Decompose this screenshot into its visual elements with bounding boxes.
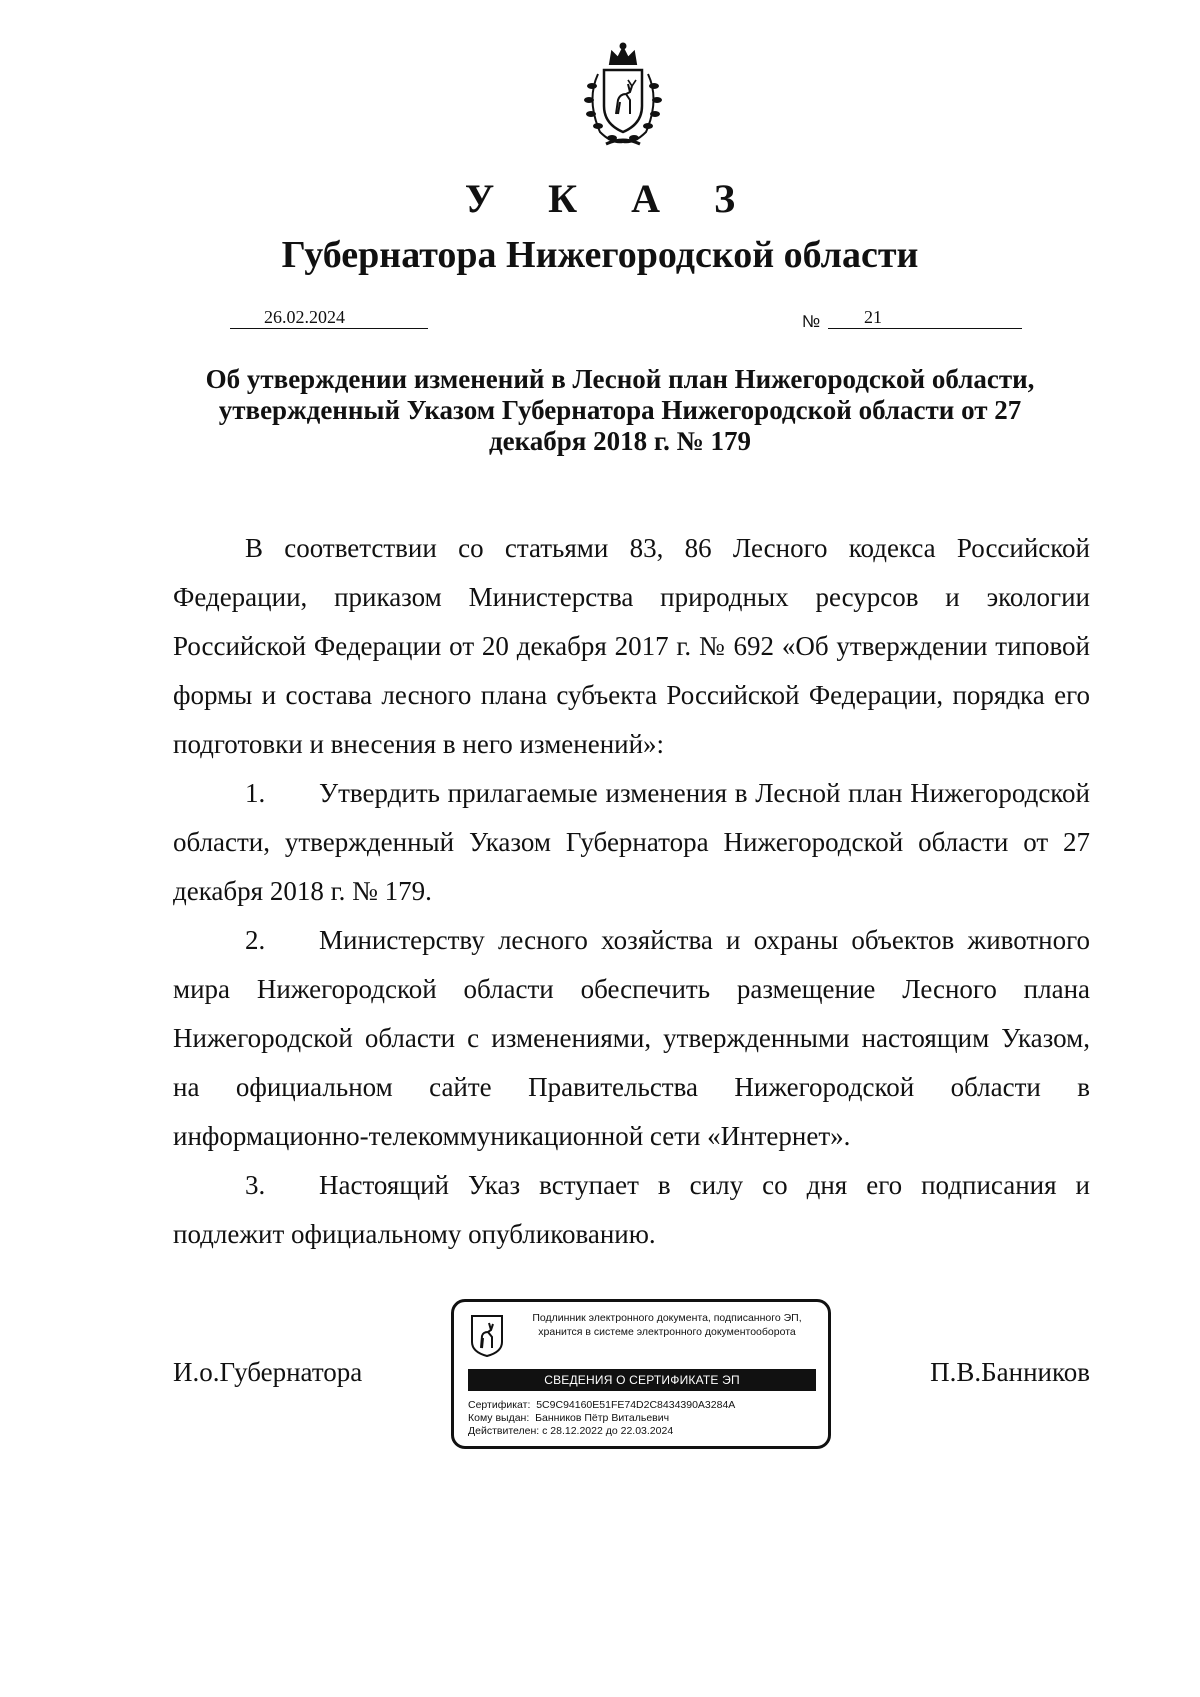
validity-row: Действителен: с 28.12.2022 до 22.03.2024: [468, 1425, 674, 1437]
item-text: Настоящий Указ вступает в силу со дня его подписания и подлежит официальному опубликованию.: [173, 1170, 1090, 1249]
list-item: [173, 916, 1090, 1161]
item-number: 2.: [245, 925, 266, 955]
coat-of-arms-icon: [568, 40, 678, 150]
item-number: 1.: [245, 778, 266, 808]
document-subtitle: Губернатора Нижегородской области: [281, 234, 919, 276]
stamp-notice-line1: Подлинник электронного документа, подписанного ЭП,: [532, 1312, 802, 1324]
signatory-position: И.о.Губернатора: [173, 1357, 363, 1387]
number-label: №: [802, 312, 821, 331]
signatory-name: П.В.Банников: [930, 1357, 1090, 1387]
stamp-notice: [506, 1311, 828, 1339]
document-body: [173, 524, 1090, 1259]
preamble-paragraph: В соответствии со статьями 83, 86 Лесного кодекса Российской Федерации, приказом Министерства природных ресурсов и экологии Российской Федерации от 20 декабря 2017 г. № 692 «Об утверждении типовой формы и состава лесного плана субъекта Российской Федерации, порядка его подготовки и внесения в него изменений»:: [173, 533, 1090, 759]
owner-row: [468, 1412, 818, 1425]
document-number-value: 21: [864, 307, 882, 327]
certificate-info-bar: СВЕДЕНИЯ О СЕРТИФИКАТЕ ЭП: [468, 1369, 816, 1391]
electronic-signature-stamp: [451, 1299, 831, 1449]
stamp-notice-line2: хранится в системе электронного документооборота: [538, 1326, 796, 1338]
document-date: [230, 306, 428, 329]
owner-label: Кому выдан:: [468, 1412, 530, 1424]
certificate-label: Сертификат:: [468, 1399, 531, 1411]
document-date-value: 26.02.2024: [264, 307, 345, 327]
item-text: Утвердить прилагаемые изменения в Лесной план Нижегородской области, утвержденный Указом Губернатора Нижегородской области от 27 декабря 2018 г. № 179.: [173, 778, 1090, 906]
item-number: 3.: [245, 1170, 266, 1200]
document-heading: Об утверждении изменений в Лесной план Нижегородской области, утвержденный Указом Губернатора Нижегородской области от 27 декабря 2018 г. № 179: [205, 364, 1035, 456]
certificate-details: [468, 1399, 818, 1438]
owner-value: Банников Пётр Витальевич: [535, 1412, 670, 1424]
certificate-row: [468, 1399, 818, 1412]
item-text: Министерству лесного хозяйства и охраны объектов животного мира Нижегородской области обеспечить размещение Лесного плана Нижегородской области с изменениями, утвержденными настоящим Указом, на официальном сайте Правительства Нижегородской области в информационно-телекоммуникационной сети «Интернет».: [173, 925, 1090, 1151]
regional-emblem-icon: [470, 1314, 504, 1358]
list-item: [173, 769, 1090, 916]
document-number: [828, 306, 1022, 329]
certificate-value: 5C9C94160E51FE74D2C8434390A3284A: [536, 1399, 736, 1411]
document-title: У К А З: [464, 176, 758, 221]
list-item: [173, 1161, 1090, 1259]
